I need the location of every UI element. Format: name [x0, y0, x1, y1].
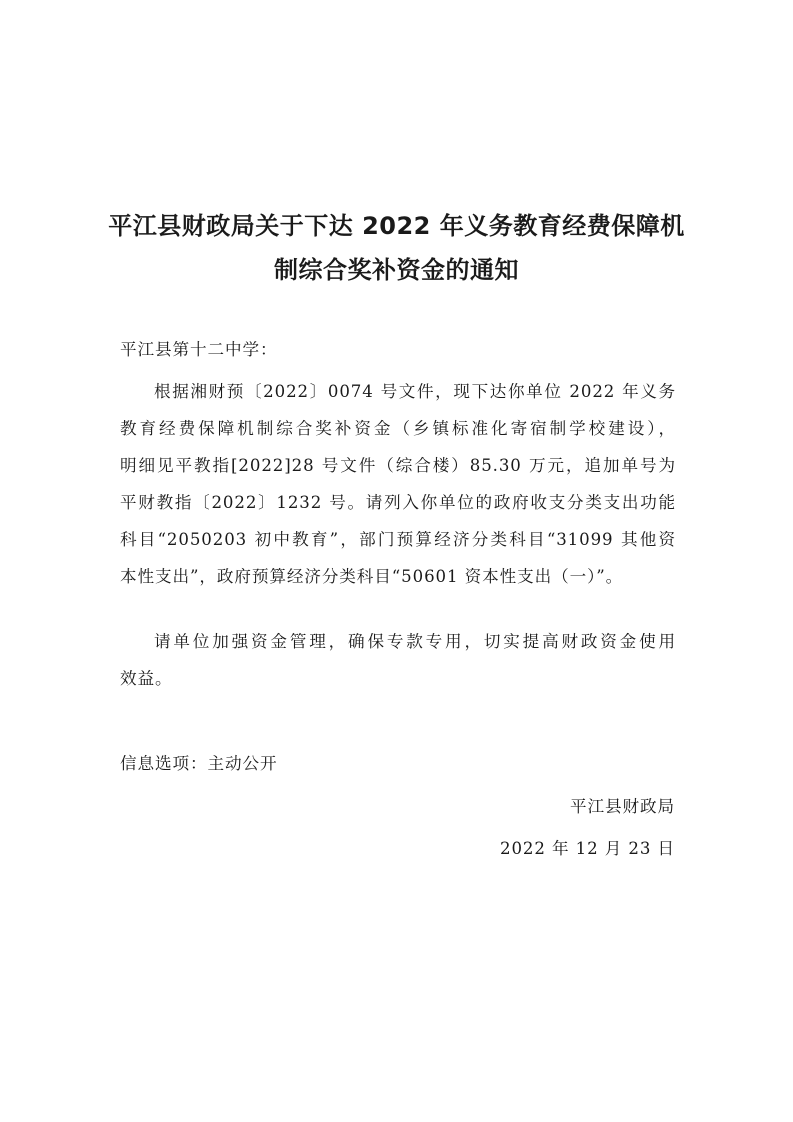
- paragraph-1-line: 明细见平教指[2022]28 号文件（综合楼）85.30 万元，追加单号为: [120, 456, 676, 475]
- paragraph-1-line: 本性支出”，政府预算经济分类科目“50601 资本性支出（一）”。: [120, 567, 624, 586]
- paragraph-1-line: 根据湘财预〔2022〕0074 号文件，现下达你单位 2022 年义务: [154, 382, 676, 401]
- issuer-name: 平江县财政局: [570, 797, 675, 816]
- paragraph-1: [120, 378, 676, 618]
- issue-date: 2022 年 12 月 23 日: [499, 839, 675, 858]
- salutation: 平江县第十二中学：: [120, 340, 278, 359]
- paragraph-1-line: 教育经费保障机制综合奖补资金（乡镇标准化寄宿制学校建设），: [120, 419, 676, 438]
- paragraph-2: [120, 628, 676, 708]
- paragraph-1-line: 平财教指〔2022〕1232 号。请列入你单位的政府收支分类支出功能: [120, 493, 676, 512]
- paragraph-2-line: 效益。: [120, 669, 173, 688]
- disclosure-option: 信息选项：主动公开: [120, 754, 278, 773]
- document-title-line-1: 平江县财政局关于下达 2022 年义务教育经费保障机: [108, 212, 685, 240]
- document-title-line-2: 制综合奖补资金的通知: [274, 256, 519, 284]
- paragraph-2-line: 请单位加强资金管理，确保专款专用，切实提高财政资金使用: [154, 632, 676, 651]
- paragraph-1-line: 科目“2050203 初中教育”，部门预算经济分类科目“31099 其他资: [120, 530, 676, 549]
